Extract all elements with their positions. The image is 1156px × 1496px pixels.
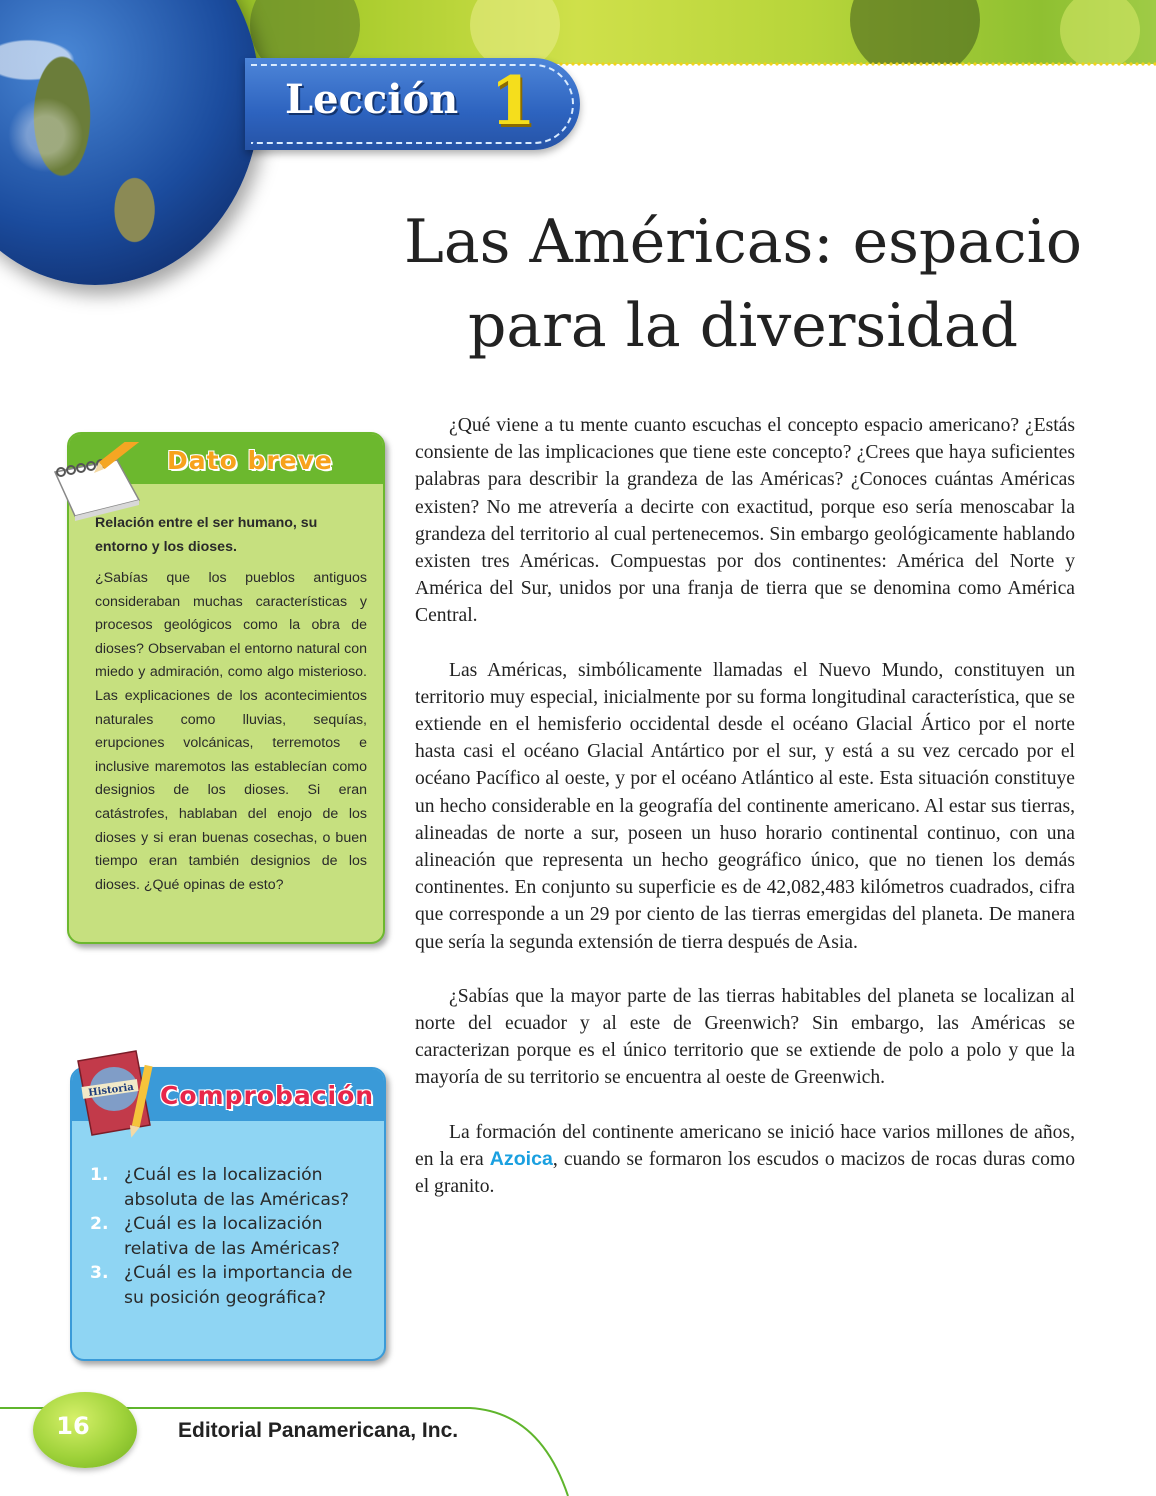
question-text: ¿Cuál es la localización relativa de las Américas?	[124, 1214, 340, 1259]
question-number: 2.	[90, 1214, 109, 1235]
page-title-line-1: Las Américas: espacio	[404, 207, 1082, 277]
body-paragraph-2: Las Américas, simbólicamente llamadas el Nuevo Mundo, constituyen un territorio muy especial, inicialmente por su forma longitudinal característica, que se extiende en el hemisferio occidental desde el océano Glacial Ártico por el norte hasta casi el océano Glacial Antártico por el sur, y está a su vez cercado por el océano Pacífico al oeste, y por el océano Atlántico al este. Esta situación constituye un hecho considerable en la geografía del continente americano. Al estar sus tierras, alineadas de norte a sur, poseen un huso horario continental continuo, con una alineación que representa un hecho geográfico único, que no tienen los demás continentes. En conjunto su superficie es de 42,082,483 kilómetros cuadrados, cifra que corresponde a un 29 por ciento de las tierras emergidas del planeta. De manera que sería la segunda extensión de tierra después de Asia.	[415, 659, 1075, 953]
book-label: Historia	[87, 1081, 135, 1099]
page-number-bubble	[33, 1392, 137, 1468]
earth-globe-image	[0, 0, 260, 285]
question-item	[90, 1212, 370, 1261]
lesson-label: Lección	[285, 76, 459, 123]
azoica-highlight-term: Azoica	[489, 1147, 553, 1170]
question-number: 1.	[90, 1165, 109, 1185]
lesson-tab	[245, 58, 580, 150]
comprobacion-question-list	[90, 1163, 370, 1311]
dato-breve-box	[67, 432, 385, 944]
dato-breve-heading: Dato breve	[167, 446, 333, 475]
body-paragraph-3: ¿Sabías que la mayor parte de las tierras habitables del planeta se localizan al norte del ecuador y al este de Greenwich? Sin embargo, las Américas se caracterizan porque es el único territorio que se extiende de polo a polo y que la mayoría de su territorio se encuentra al oeste de Greenwich.	[415, 985, 1075, 1089]
comprobacion-heading: Comprobación	[160, 1081, 375, 1110]
body-paragraph-4	[415, 1119, 1075, 1201]
dato-breve-lead: Relación entre el ser humano, su entorno y los dioses.	[95, 515, 318, 555]
header-dotted-line	[540, 62, 1156, 66]
body-paragraph-1: ¿Qué viene a tu mente cuanto escuchas el concepto espacio americano? ¿Estás consiente de las implicaciones que tiene este concepto? ¿Crees que haya suficientes palabras para describir la grandeza de las Américas? ¿Conoces cuántas Américas existen? No me atrevería a decirte con exactitud, porque eso sería menoscabar la grandeza del territorio al cual pertenecemos. Sin embargo geológicamente hablando existen tres Américas. Compuestas por dos continentes: América del Norte y América del Sur, unidos por una franja de tierra que se denomina como América Central.	[415, 415, 1075, 627]
comprobacion-box	[70, 1067, 386, 1361]
question-text: ¿Cuál es la localización absoluta de las Américas?	[124, 1165, 349, 1210]
body-paragraph-4-end: , cuando se formaron los escudos o macizos de rocas duras como el granito.	[415, 1148, 1075, 1198]
question-item	[90, 1163, 370, 1212]
lesson-number: 1	[490, 62, 536, 140]
history-book-pencil-icon	[74, 1047, 158, 1139]
page-title	[330, 200, 1156, 368]
publisher-name: Editorial Panamericana, Inc.	[178, 1419, 459, 1442]
page-number: 16	[56, 1412, 90, 1440]
notebook-pencil-icon	[47, 442, 157, 522]
question-text: ¿Cuál es la importancia de su posición geográfica?	[124, 1263, 353, 1308]
body-paragraph-4-start: La formación del continente americano se inició hace varios millones de años, en la era	[415, 1121, 1075, 1170]
dato-breve-body: ¿Sabías que los pueblos antiguos consideraban muchas características y procesos geológicos como la obra de dioses? Observaban el entorno natural con miedo y admiración, como algo misterioso. Las explicaciones de los acontecimientos naturales como lluvias, sequías, erupciones volcánicas, terremotos e inclusive maremotos las establecían como designios de los dioses. Si eran catástrofes, hablaban del enojo de los dioses y si eran buenas cosechas, o buen tiempo eran también designios de los dioses. ¿Qué opinas de esto?	[95, 570, 367, 893]
question-item	[90, 1261, 370, 1310]
main-body-text	[415, 412, 1075, 1227]
question-number: 3.	[90, 1263, 109, 1284]
page-title-line-2: para la diversidad	[468, 291, 1018, 361]
